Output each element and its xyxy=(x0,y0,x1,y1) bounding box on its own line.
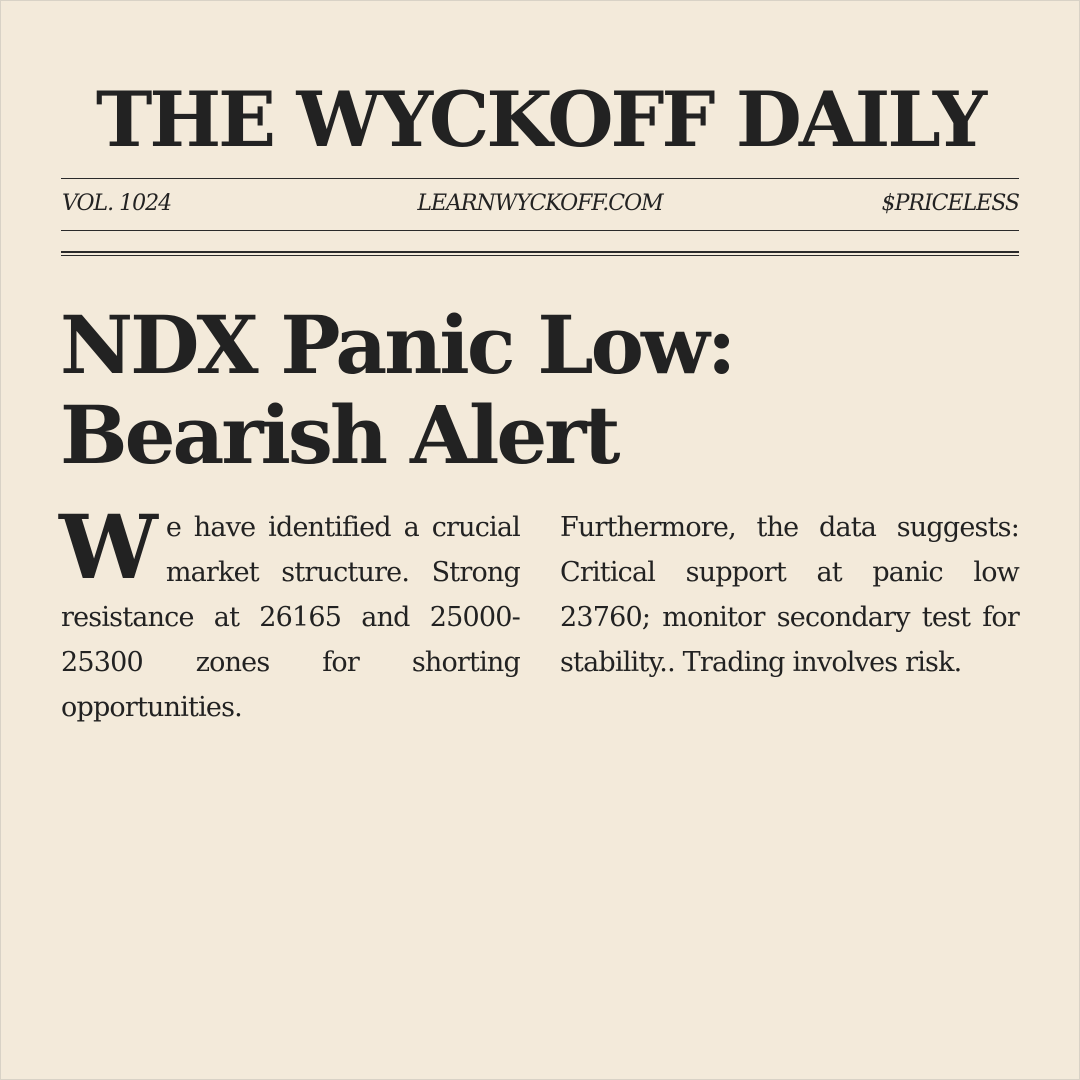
headline-line-2: Bearish Alert xyxy=(60,388,618,482)
headline xyxy=(60,300,1020,480)
drop-cap: W xyxy=(59,495,156,599)
masthead-top-rule xyxy=(61,178,1019,179)
double-rule-top xyxy=(61,251,1019,253)
price-label: $PRICELESS xyxy=(881,191,1019,216)
double-rule-bottom xyxy=(61,255,1019,256)
headline-line-1: NDX Panic Low: xyxy=(60,298,734,392)
article-right-text: Furthermore, the data suggests: Critical support at panic low 23760; monitor secondary test for stability.. Trading involves risk. xyxy=(560,512,1019,678)
masthead-bottom-rule xyxy=(61,230,1019,231)
site-label: LEARNWYCKOFF.COM xyxy=(417,191,663,216)
article-column-right xyxy=(560,505,1019,685)
article-column-left xyxy=(59,495,520,730)
article-left-text: e have identified a crucial market structure. Strong resistance at 26165 and 25000-25300 zones for shorting opportunities. xyxy=(61,512,520,723)
volume-label: VOL. 1024 xyxy=(62,191,172,216)
masthead-title: THE WYCKOFF DAILY xyxy=(95,75,985,164)
